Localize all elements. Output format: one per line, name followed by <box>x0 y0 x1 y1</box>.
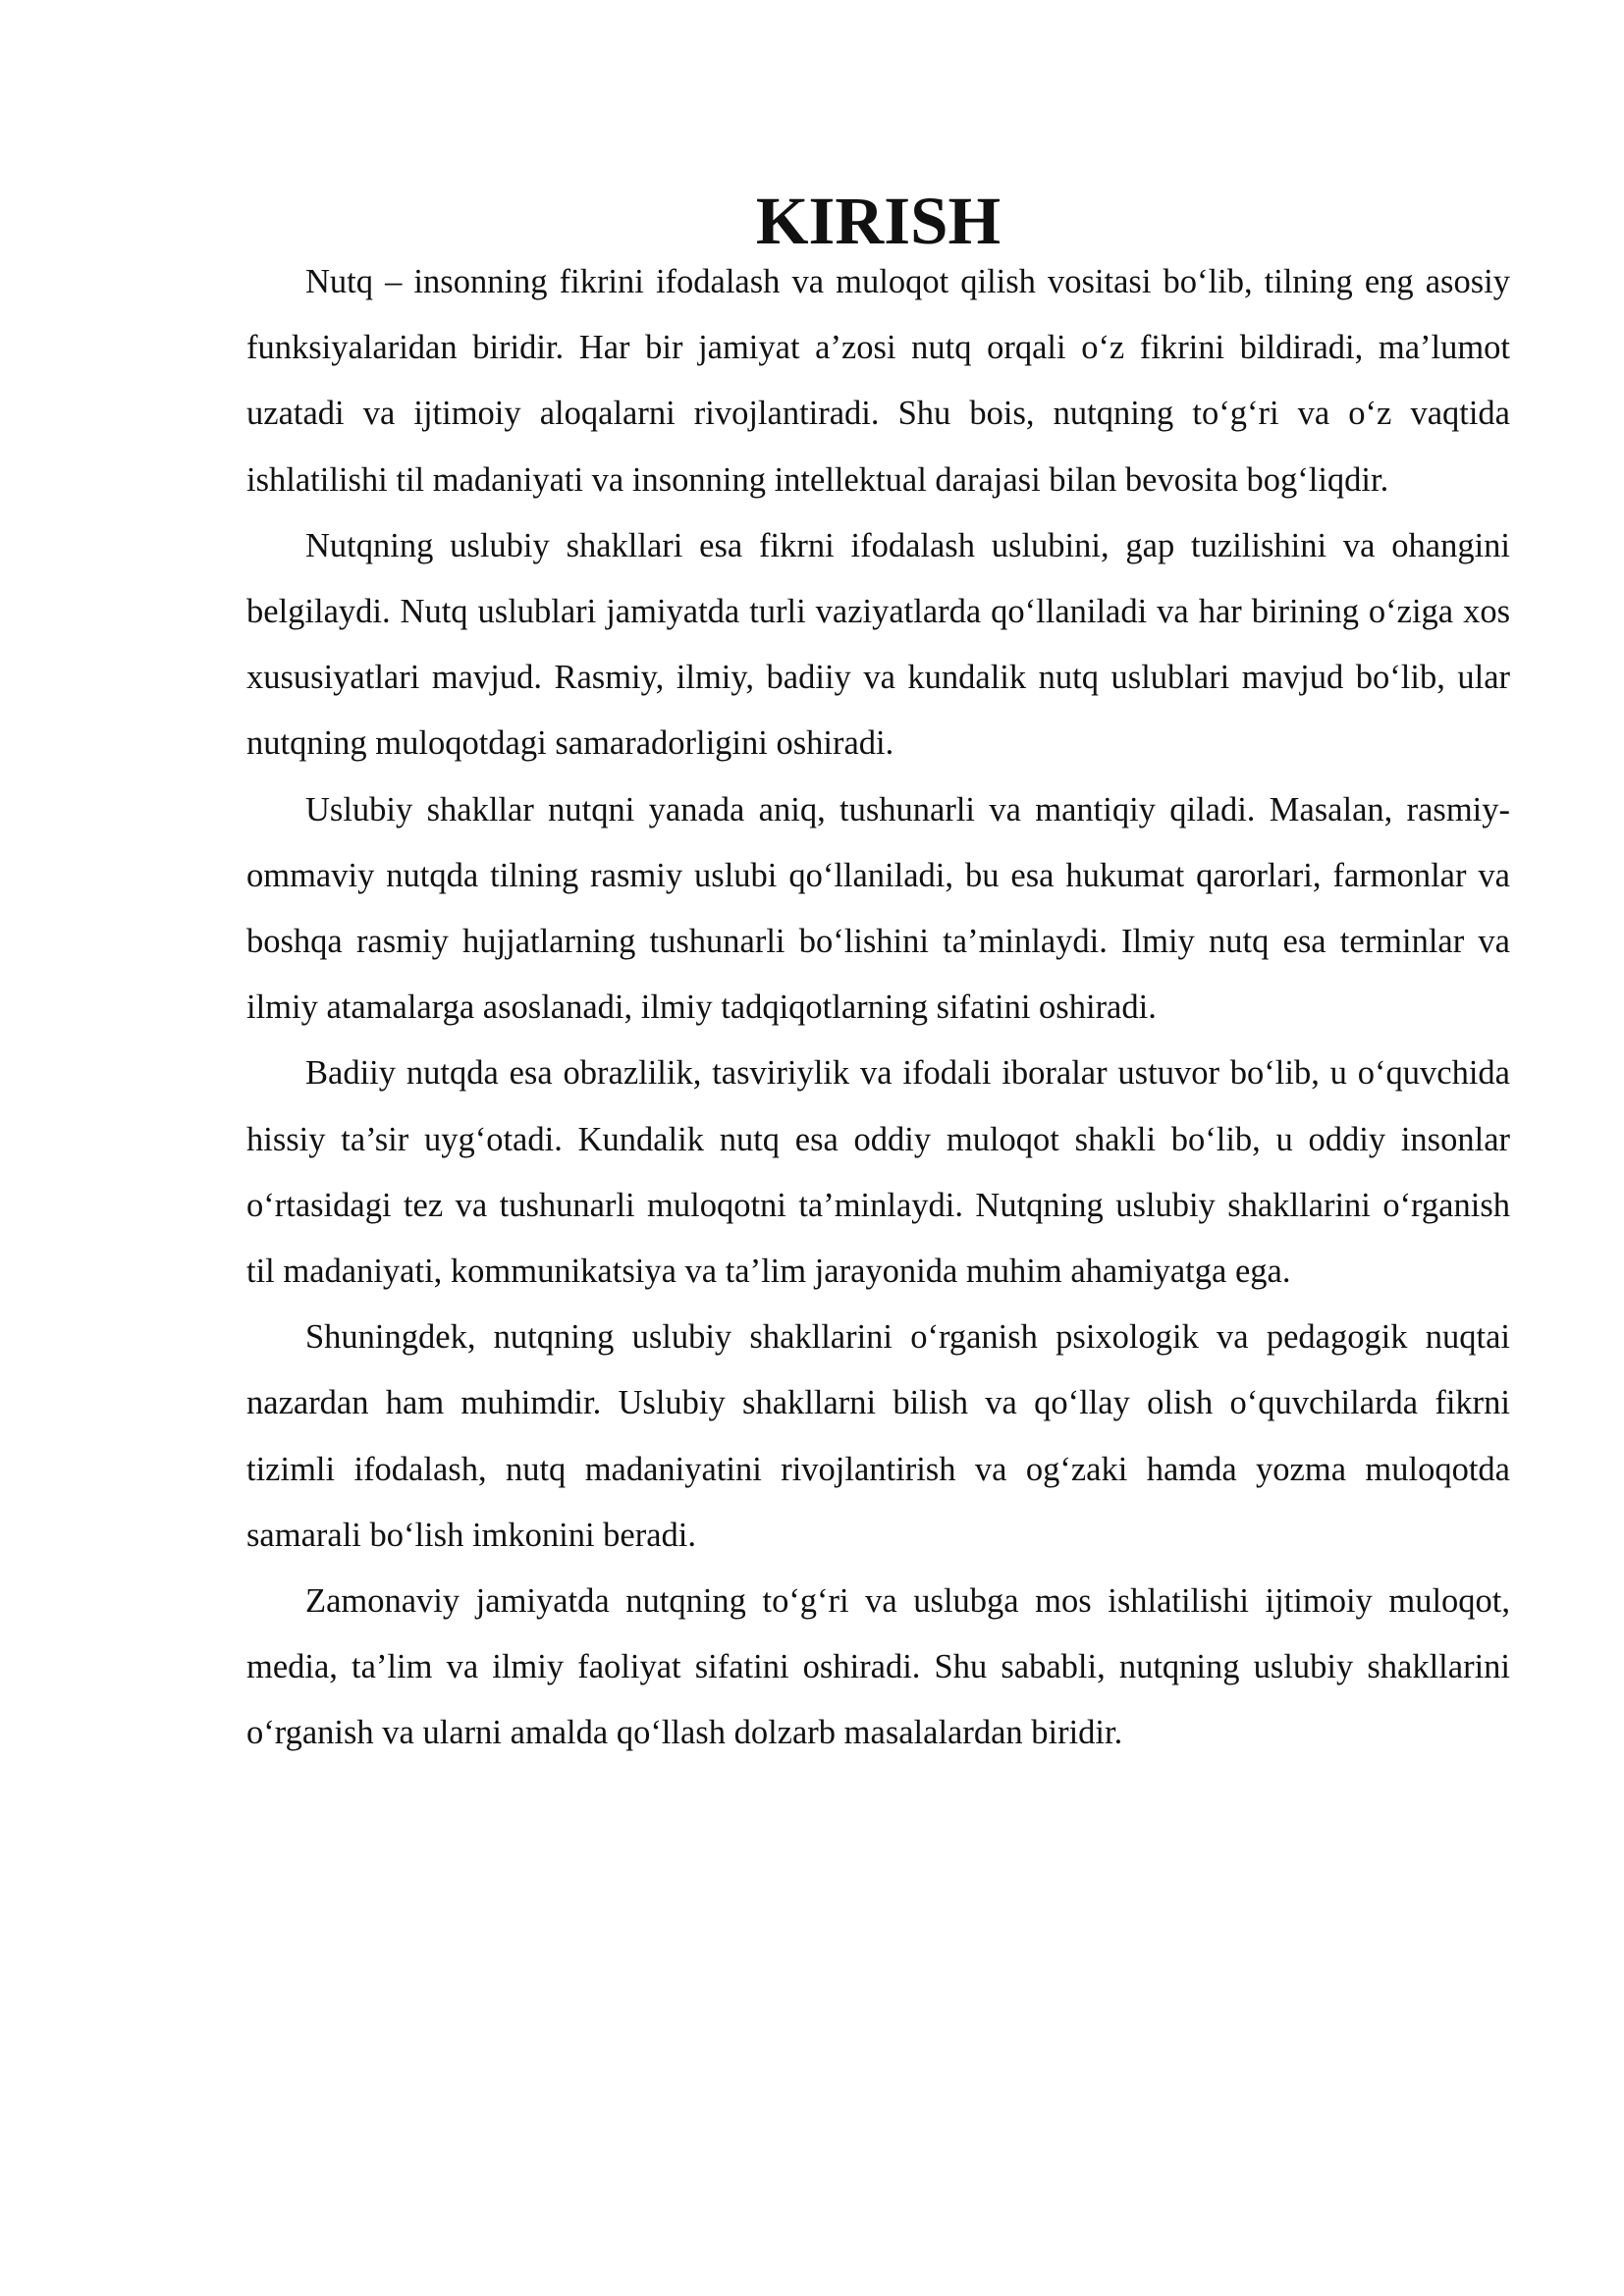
paragraph-6: Zamonaviy jamiyatda nutqning to‘g‘ri va uslubga mos ishlatilishi ijtimoiy muloqot, media, ta’lim va ilmiy faoliyat sifatini oshiradi. Shu sababli, nutqning uslubiy shakllarini o‘rganish va ularni amalda qo‘llash dolzarb masalalardan biridir. <box>246 1582 1510 1752</box>
paragraph-2: Nutqning uslubiy shakllari esa fikrni ifodalash uslubini, gap tuzilishini va ohangini belgilaydi. Nutq uslublari jamiyatda turli vaziyatlarda qo‘llaniladi va har birining o‘ziga xos xususiyatlari mavjud. Rasmiy, ilmiy, badiiy va kundalik nutq uslublari mavjud bo‘lib, ular nutqning muloqotdagi samaradorligini oshiradi. <box>246 526 1510 763</box>
page-title: KIRISH <box>755 184 1001 258</box>
paragraph-3: Uslubiy shakllar nutqni yanada aniq, tushunarli va mantiqiy qiladi. Masalan, rasmiy-ommaviy nutqda tilning rasmiy uslubi qo‘llaniladi, bu esa hukumat qarorlari, farmonlar va boshqa rasmiy hujjatlarning tushunarli bo‘lishini ta’minlaydi. Ilmiy nutq esa terminlar va ilmiy atamalarga asoslanadi, ilmiy tadqiqotlarning sifatini oshiradi. <box>246 790 1510 1027</box>
document-body <box>246 184 1510 1767</box>
paragraph-4: Badiiy nutqda esa obrazlilik, tasviriylik va ifodali iboralar ustuvor bo‘lib, u o‘quvchida hissiy ta’sir uyg‘otadi. Kundalik nutq esa oddiy muloqot shakli bo‘lib, u oddiy insonlar o‘rtasidagi tez va tushunarli muloqotni ta’minlaydi. Nutqning uslubiy shakllarini o‘rganish til madaniyati, kommunikatsiya va ta’lim jarayonida muhim ahamiyatga ega. <box>246 1054 1510 1291</box>
paragraph-5: Shuningdek, nutqning uslubiy shakllarini o‘rganish psixologik va pedagogik nuqtai nazardan ham muhimdir. Uslubiy shakllarni bilish va qo‘llay olish o‘quvchilarda fikrni tizimli ifodalash, nutq madaniyatini rivojlantirish va og‘zaki hamda yozma muloqotda samarali bo‘lish imkonini beradi. <box>246 1318 1510 1554</box>
paragraph-1: Nutq – insonning fikrini ifodalash va muloqot qilish vositasi bo‘lib, tilning eng asosiy funksiyalaridan biridir. Har bir jamiyat a’zosi nutq orqali o‘z fikrini bildiradi, ma’lumot uzatadi va ijtimoiy aloqalarni rivojlantiradi. Shu bois, nutqning to‘g‘ri va o‘z vaqtida ishlatilishi til madaniyati va insonning intellektual darajasi bilan bevosita bog‘liqdir. <box>246 263 1510 499</box>
